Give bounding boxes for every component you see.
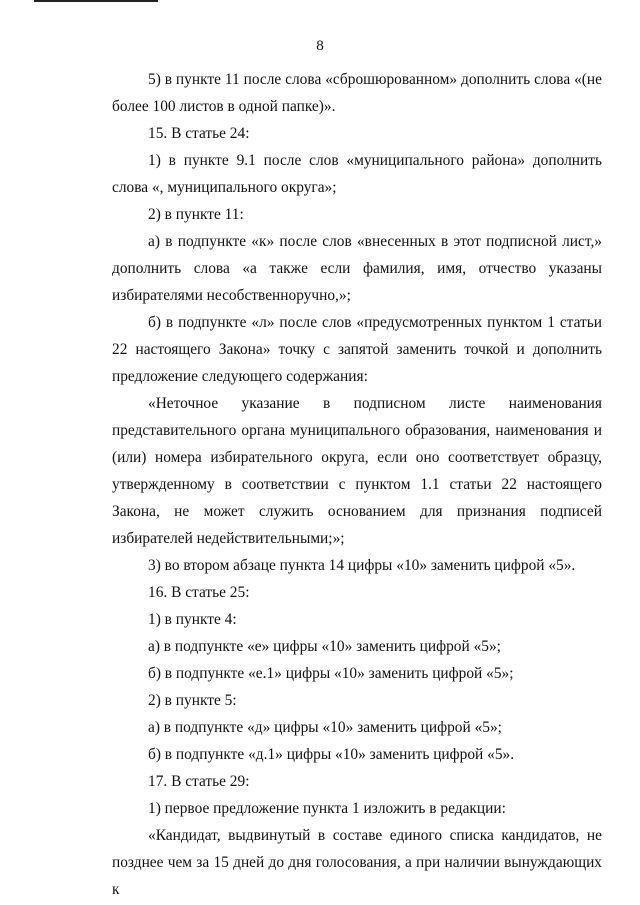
top-rule [34,0,158,2]
paragraph: 17. В статье 29: [148,773,250,790]
document-body [112,66,602,903]
paragraph: а) в подпункте «к» после слов «внесенных в этот подписной лист,» дополнить слова «а также если фамилия, имя, отчество указаны избирателями несобственноручно,»; [112,233,602,304]
paragraph: 1) в пункте 9.1 после слов «муниципального района» дополнить слова «, муниципального округа»; [112,152,602,196]
page-number: 8 [316,38,324,54]
paragraph: а) в подпункте «е» цифры «10» заменить цифрой «5»; [148,638,501,655]
paragraph: а) в подпункте «д» цифры «10» заменить цифрой «5»; [148,719,502,736]
paragraph: 3) во втором абзаце пункта 14 цифры «10» заменить цифрой «5». [148,557,576,574]
paragraph: б) в подпункте «е.1» цифры «10» заменить цифрой «5»; [148,665,514,682]
paragraph: «Неточное указание в подписном листе наименования представительного органа муниципального образования, наименования и (или) номера избирательного округа, если оно соответствует образцу, утвержденному в соответствии с пунктом 1.1 статьи 22 настоящего Закона, не может служить основанием для признания подписей избирателей недействительными;»; [112,395,602,547]
paragraph: 1) в пункте 4: [148,611,237,628]
paragraph: 1) первое предложение пункта 1 изложить в редакции: [148,800,506,817]
paragraph: «Кандидат, выдвинутый в составе единого списка кандидатов, не позднее чем за 15 дней до дня голосования, а при наличии вынуждающих к [112,827,602,898]
paragraph: б) в подпункте «л» после слов «предусмотренных пунктом 1 статьи 22 настоящего Закона» точку с запятой заменить точкой и дополнить предложение следующего содержания: [112,314,602,385]
paragraph: 2) в пункте 5: [148,692,237,709]
paragraph: 2) в пункте 11: [148,206,244,223]
paragraph: 16. В статье 25: [148,584,250,601]
paragraph: 15. В статье 24: [148,125,250,142]
paragraph: 5) в пункте 11 после слова «сброшюрованном» дополнить слова «(не более 100 листов в одной папке)». [112,71,602,115]
paragraph: б) в подпункте «д.1» цифры «10» заменить цифрой «5». [148,746,515,763]
